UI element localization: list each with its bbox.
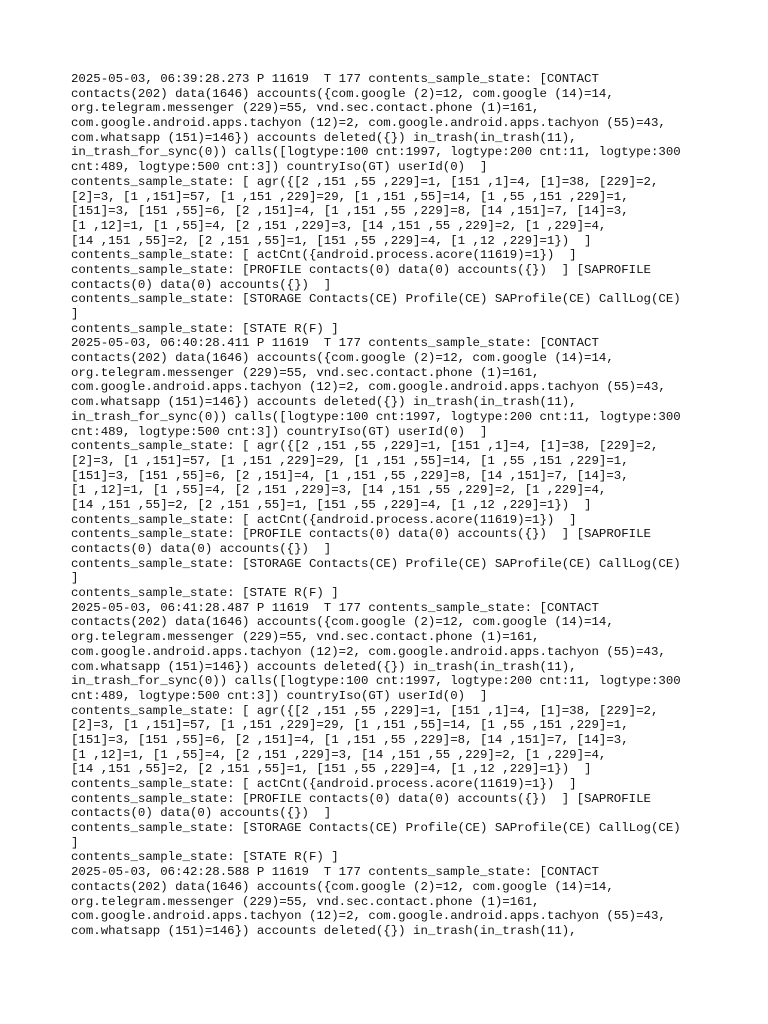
log-line: [14 ,151 ,55]=2, [2 ,151 ,55]=1, [151 ,55 ,229]=4, [1 ,12 ,229]=1}) ] (71, 233, 592, 248)
log-line: contents_sample_state: [STATE R(F) ] (71, 850, 339, 865)
log-line: contents_sample_state: [PROFILE contacts(0) data(0) accounts({}) ] [SAPROFILE (71, 527, 651, 542)
log-line: contacts(0) data(0) accounts({}) ] (71, 806, 332, 821)
log-line: contacts(0) data(0) accounts({}) ] (71, 542, 332, 556)
log-line: contents_sample_state: [ agr({[2 ,151 ,55 ,229]=1, [151 ,1]=4, [1]=38, [229]=2, (71, 174, 659, 189)
log-document (71, 72, 751, 939)
log-line: com.google.android.apps.tachyon (12)=2, com.google.android.apps.tachyon (55)=43, (71, 909, 666, 924)
log-line: ] (71, 307, 79, 321)
log-line: [1 ,12]=1, [1 ,55]=4, [2 ,151 ,229]=3, [14 ,151 ,55 ,229]=2, [1 ,229]=4, (71, 218, 607, 233)
log-line: [151]=3, [151 ,55]=6, [2 ,151]=4, [1 ,151 ,55 ,229]=8, [14 ,151]=7, [14]=3, (71, 204, 629, 219)
log-line: com.whatsapp (151)=146}) accounts deleted({}) in_trash(in_trash(11), (71, 395, 577, 410)
log-line: [2]=3, [1 ,151]=57, [1 ,151 ,229]=29, [1 ,151 ,55]=14, [1 ,55 ,151 ,229]=1, (71, 453, 629, 468)
log-line: org.telegram.messenger (229)=55, vnd.sec.contact.phone (1)=161, (71, 101, 540, 116)
log-line: [14 ,151 ,55]=2, [2 ,151 ,55]=1, [151 ,55 ,229]=4, [1 ,12 ,229]=1}) ] (71, 497, 592, 512)
log-line: [2]=3, [1 ,151]=57, [1 ,151 ,229]=29, [1 ,151 ,55]=14, [1 ,55 ,151 ,229]=1, (71, 189, 629, 204)
log-line: cnt:489, logtype:500 cnt:3]) countryIso(GT) userId(0) ] (71, 424, 488, 439)
log-line: contacts(0) data(0) accounts({}) ] (71, 277, 332, 292)
log-line: [14 ,151 ,55]=2, [2 ,151 ,55]=1, [151 ,55 ,229]=4, [1 ,12 ,229]=1}) ] (71, 762, 592, 777)
log-line: org.telegram.messenger (229)=55, vnd.sec.contact.phone (1)=161, (71, 894, 540, 909)
log-line: in_trash_for_sync(0)) calls([logtype:100 cnt:1997, logtype:200 cnt:11, logtype:300 (71, 145, 681, 160)
log-line: contents_sample_state: [STORAGE Contacts(CE) Profile(CE) SAProfile(CE) CallLog(CE) (71, 556, 681, 571)
log-line: contents_sample_state: [PROFILE contacts(0) data(0) accounts({}) ] [SAPROFILE (71, 791, 651, 806)
log-line: 2025-05-03, 06:40:28.411 P 11619 T 177 contents_sample_state: [CONTACT (71, 336, 599, 351)
log-line: cnt:489, logtype:500 cnt:3]) countryIso(GT) userId(0) ] (71, 688, 488, 703)
log-line: cnt:489, logtype:500 cnt:3]) countryIso(GT) userId(0) ] (71, 160, 488, 175)
log-line: [151]=3, [151 ,55]=6, [2 ,151]=4, [1 ,151 ,55 ,229]=8, [14 ,151]=7, [14]=3, (71, 732, 629, 747)
log-line: in_trash_for_sync(0)) calls([logtype:100 cnt:1997, logtype:200 cnt:11, logtype:300 (71, 409, 681, 424)
log-line: 2025-05-03, 06:42:28.588 P 11619 T 177 contents_sample_state: [CONTACT (71, 865, 599, 880)
log-line: ] (71, 835, 79, 850)
log-line: contacts(202) data(1646) accounts({com.google (2)=12, com.google (14)=14, (71, 879, 614, 894)
log-line: contents_sample_state: [STORAGE Contacts(CE) Profile(CE) SAProfile(CE) CallLog(CE) (71, 292, 681, 307)
log-line: contacts(202) data(1646) accounts({com.google (2)=12, com.google (14)=14, (71, 351, 614, 366)
log-line: contacts(202) data(1646) accounts({com.google (2)=12, com.google (14)=14, (71, 615, 614, 630)
log-line: [1 ,12]=1, [1 ,55]=4, [2 ,151 ,229]=3, [14 ,151 ,55 ,229]=2, [1 ,229]=4, (71, 747, 607, 762)
log-line: in_trash_for_sync(0)) calls([logtype:100 cnt:1997, logtype:200 cnt:11, logtype:300 (71, 674, 681, 689)
log-line: contents_sample_state: [ agr({[2 ,151 ,55 ,229]=1, [151 ,1]=4, [1]=38, [229]=2, (71, 703, 659, 718)
log-line: contents_sample_state: [STATE R(F) ] (71, 586, 339, 601)
log-line: com.whatsapp (151)=146}) accounts deleted({}) in_trash(in_trash(11), (71, 923, 577, 938)
log-line: com.google.android.apps.tachyon (12)=2, com.google.android.apps.tachyon (55)=43, (71, 380, 666, 395)
log-line: org.telegram.messenger (229)=55, vnd.sec.contact.phone (1)=161, (71, 630, 540, 645)
log-line: contacts(202) data(1646) accounts({com.google (2)=12, com.google (14)=14, (71, 86, 614, 101)
log-line: 2025-05-03, 06:41:28.487 P 11619 T 177 contents_sample_state: [CONTACT (71, 600, 599, 615)
log-line: contents_sample_state: [STATE R(F) ] (71, 321, 339, 336)
log-line: contents_sample_state: [ actCnt({android.process.acore(11619)=1}) ] (71, 248, 577, 263)
log-line: [2]=3, [1 ,151]=57, [1 ,151 ,229]=29, [1 ,151 ,55]=14, [1 ,55 ,151 ,229]=1, (71, 718, 629, 733)
log-line: contents_sample_state: [ actCnt({android.process.acore(11619)=1}) ] (71, 777, 577, 791)
log-line: org.telegram.messenger (229)=55, vnd.sec.contact.phone (1)=161, (71, 365, 540, 380)
log-line: com.whatsapp (151)=146}) accounts deleted({}) in_trash(in_trash(11), (71, 130, 577, 145)
log-line: [1 ,12]=1, [1 ,55]=4, [2 ,151 ,229]=3, [14 ,151 ,55 ,229]=2, [1 ,229]=4, (71, 483, 607, 498)
log-line: com.whatsapp (151)=146}) accounts deleted({}) in_trash(in_trash(11), (71, 659, 577, 674)
log-line: [151]=3, [151 ,55]=6, [2 ,151]=4, [1 ,151 ,55 ,229]=8, [14 ,151]=7, [14]=3, (71, 468, 629, 483)
log-line: contents_sample_state: [PROFILE contacts(0) data(0) accounts({}) ] [SAPROFILE (71, 262, 651, 277)
log-line: com.google.android.apps.tachyon (12)=2, com.google.android.apps.tachyon (55)=43, (71, 644, 666, 659)
log-line: ] (71, 571, 79, 586)
log-line: contents_sample_state: [STORAGE Contacts(CE) Profile(CE) SAProfile(CE) CallLog(CE) (71, 821, 681, 836)
log-line: contents_sample_state: [ agr({[2 ,151 ,55 ,229]=1, [151 ,1]=4, [1]=38, [229]=2, (71, 439, 659, 454)
log-line: contents_sample_state: [ actCnt({android.process.acore(11619)=1}) ] (71, 512, 577, 527)
log-line: 2025-05-03, 06:39:28.273 P 11619 T 177 contents_sample_state: [CONTACT (71, 72, 599, 86)
log-line: com.google.android.apps.tachyon (12)=2, com.google.android.apps.tachyon (55)=43, (71, 116, 666, 131)
